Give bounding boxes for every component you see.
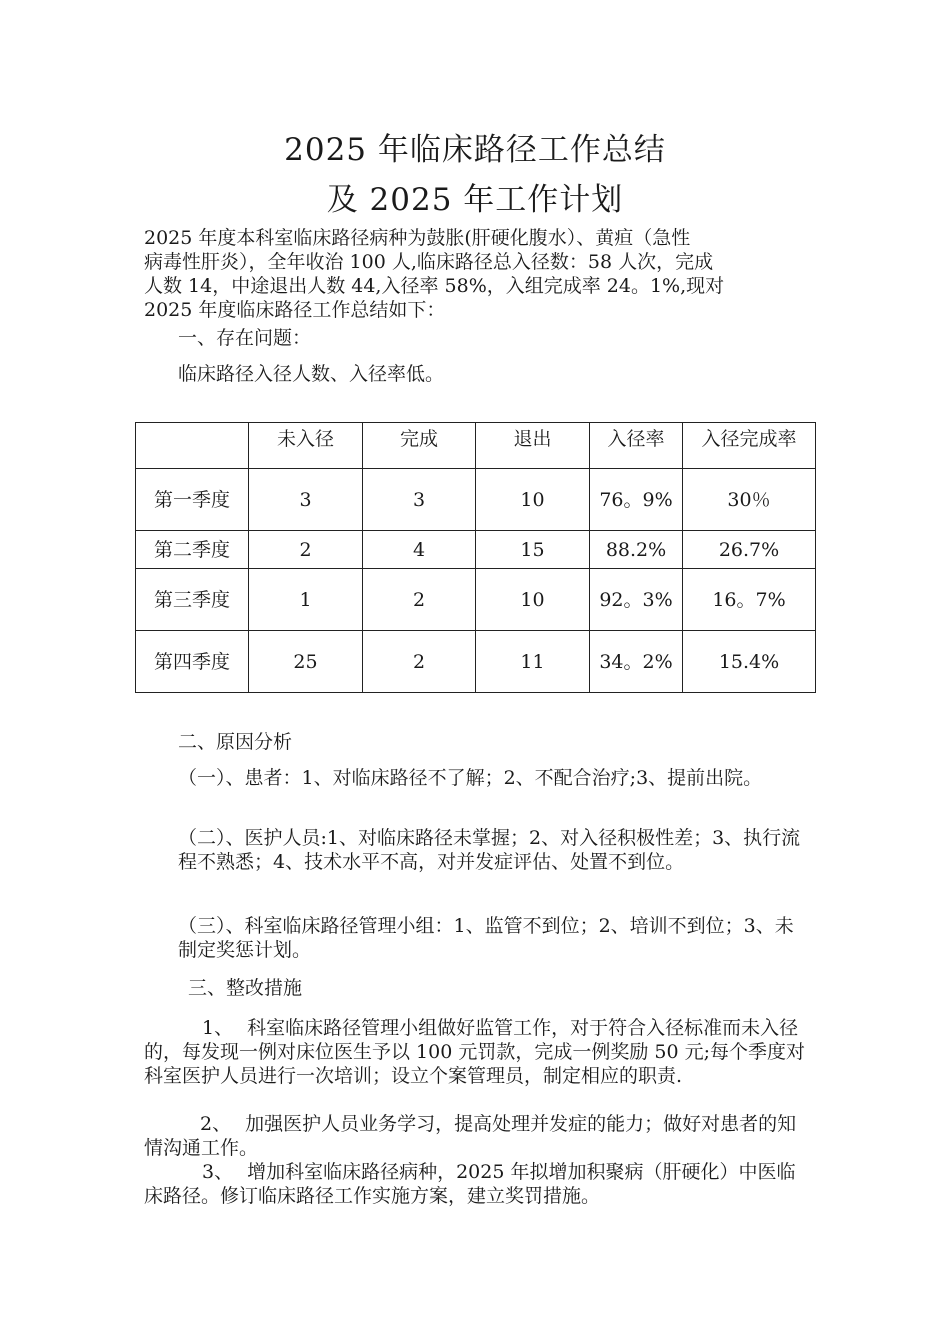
table-header-cell: 未入径 [249,423,363,469]
quarterly-statistics-table [135,422,816,693]
table-cell: 第四季度 [136,631,249,693]
issues-text: 临床路径入径人数、入径率低。 [178,363,445,385]
measure-text: 加强医护人员业务学习，提高处理并发症的能力；做好对患者的知情沟通工作。 [144,1113,797,1159]
table-cell: 34。2% [590,631,683,693]
table-cell: 16。7% [683,569,816,631]
table-cell: 3 [363,469,476,531]
table-cell: 15.4% [683,631,816,693]
intro-line: 病毒性肝炎），全年收治 100 人,临床路径总入径数：58 人次，完成 [144,251,714,273]
table-cell: 2 [249,531,363,569]
table-cell: 10 [476,469,590,531]
table-cell: 2 [363,631,476,693]
table-cell: 第一季度 [136,469,249,531]
table-row [136,631,816,693]
table-cell: 1 [249,569,363,631]
measure-text: 增加科室临床路径病种，2025 年拟增加积聚病（肝硬化）中医临床路径。修订临床路径工作实施方案，建立奖罚措施。 [144,1161,796,1207]
measure-number: 3、 [202,1161,234,1183]
table-cell: 15 [476,531,590,569]
table-cell: 2 [363,569,476,631]
table-cell: 11 [476,631,590,693]
table-header-row [136,423,816,469]
intro-line: 人数 14，中途退出人数 44,入径率 58%，入组完成率 24。1%,现对 [144,275,725,297]
cause-item-patients: （一）、患者：1、对临床路径不了解；2、不配合治疗;3、提前出院。 [178,767,763,789]
intro-paragraph [144,226,814,322]
document-title-line-1: 2025 年临床路径工作总结 [284,132,666,168]
document-title-line-2: 及 2025 年工作计划 [326,182,624,218]
table-cell: 92。3% [590,569,683,631]
table-cell: 25 [249,631,363,693]
table-row [136,469,816,531]
section-heading-issues: 一、存在问题： [178,327,312,349]
table-cell: 3 [249,469,363,531]
table-header-cell: 退出 [476,423,590,469]
table-header-cell: 入径完成率 [683,423,816,469]
measure-item-2 [144,1112,814,1160]
table-row [136,569,816,631]
table-cell: 第二季度 [136,531,249,569]
measure-number: 2、 [200,1113,232,1135]
table-header-cell: 完成 [363,423,476,469]
table-cell: 30％ [683,469,816,531]
measure-text: 科室临床路径管理小组做好监管工作，对于符合入径标准而未入径的，每发现一例对床位医生予以 100 元罚款，完成一例奖励 50 元;每个季度对科室医护人员进行一次培训；设立个案管理员，制定相应的职责. [144,1017,806,1087]
table-header-cell: 入径率 [590,423,683,469]
table-cell: 第三季度 [136,569,249,631]
table-cell: 88.2% [590,531,683,569]
table-row [136,531,816,569]
table-cell: 26.7% [683,531,816,569]
section-heading-measures: 三、整改措施 [188,977,303,999]
intro-line: 2025 年度临床路径工作总结如下： [144,299,446,321]
intro-line: 2025 年度本科室临床路径病种为鼓胀(肝硬化腹水）、黄疸（急性 [144,227,691,249]
table-cell: 76。9% [590,469,683,531]
measure-number: 1、 [202,1017,234,1039]
measure-item-1 [144,1016,814,1088]
table-cell: 4 [363,531,476,569]
table-header-cell [136,423,249,469]
measure-item-3 [144,1160,814,1208]
cause-item-management-team: （三）、科室临床路径管理小组：1、监管不到位；2、培训不到位；3、未制定奖惩计划。 [178,915,794,961]
table-cell: 10 [476,569,590,631]
section-heading-causes: 二、原因分析 [178,731,293,753]
cause-item-medical-staff: （二）、医护人员:1、对临床路径未掌握；2、对入径积极性差；3、执行流程不熟悉；4、技术水平不高，对并发症评估、处置不到位。 [178,827,801,873]
